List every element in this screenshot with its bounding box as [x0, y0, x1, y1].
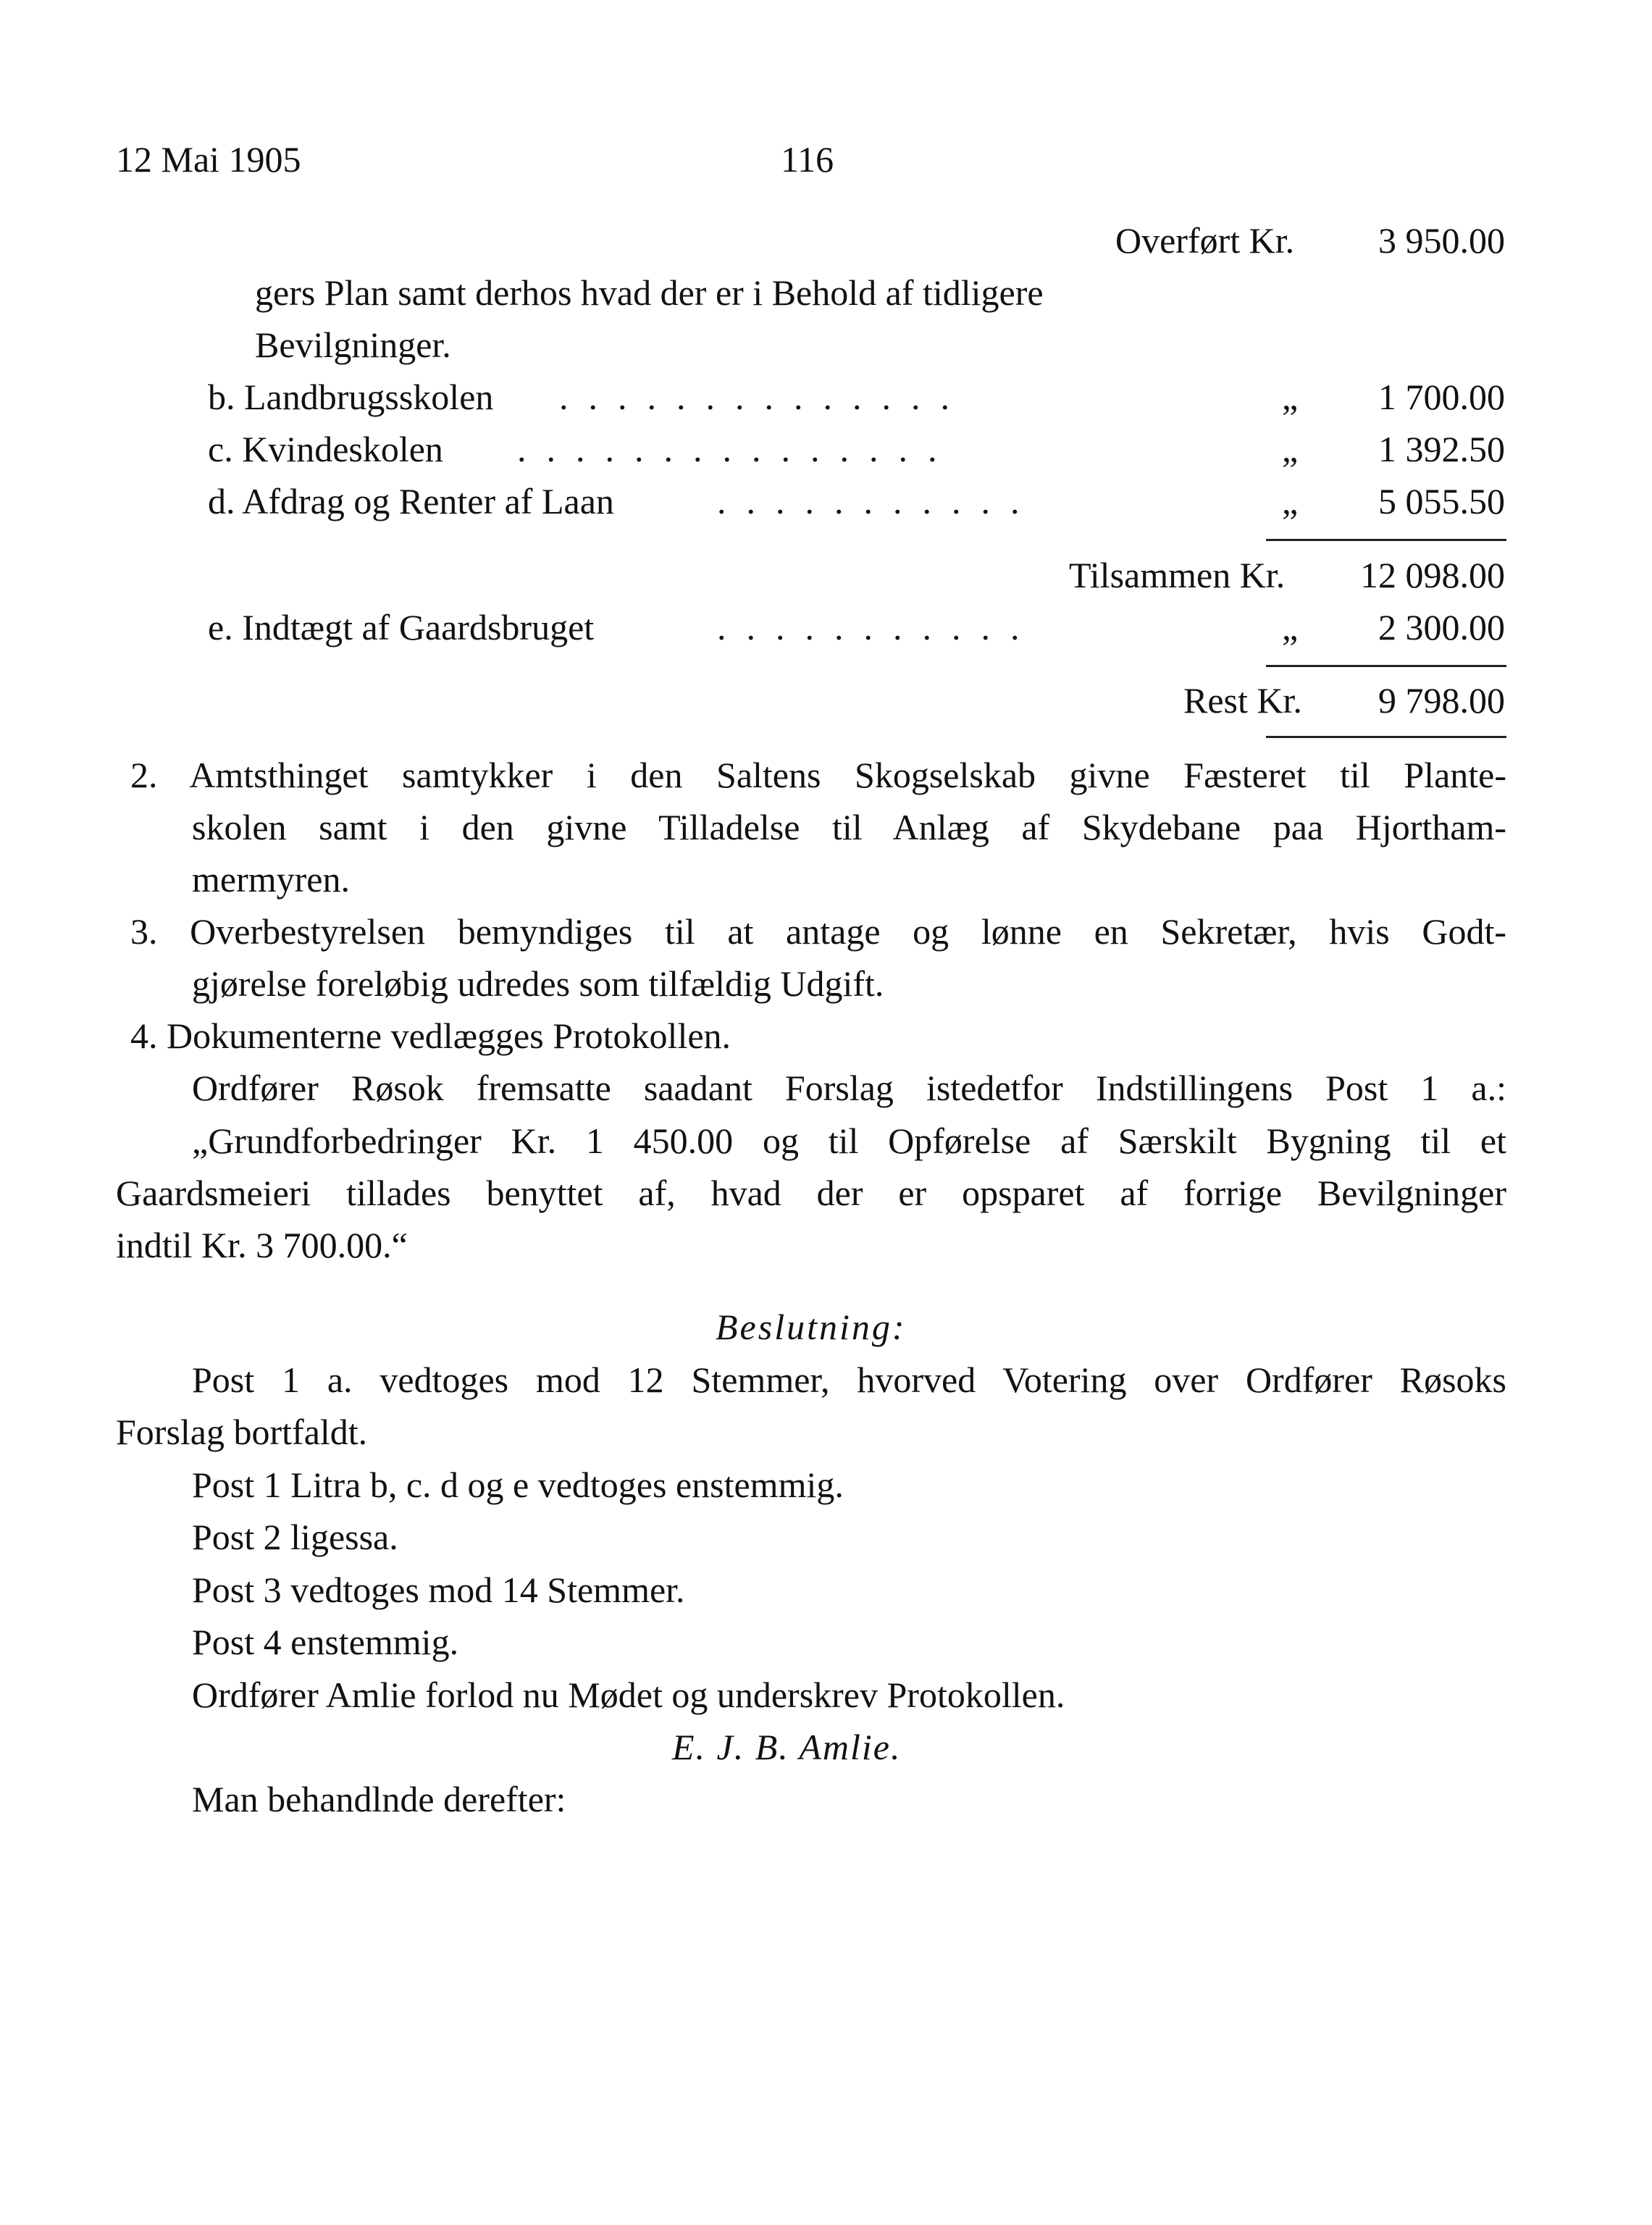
decision-heading: Beslutning:: [716, 1307, 907, 1347]
proposal-line-3: Gaardsmeieri tillades benyttet af, hvad der er opsparet af forrige Bevilgninger: [116, 1173, 1506, 1213]
item-d-quote: „: [1282, 481, 1299, 521]
proposal-line-1: Ordfører Røsok fremsatte saadant Forslag istedetfor Indstillingens Post 1 a.:: [192, 1068, 1506, 1108]
page-number: 116: [781, 139, 834, 180]
point-4-line-1: 4. Dokumenterne vedlægges Protokollen.: [130, 1015, 731, 1056]
proposal-line-4: indtil Kr. 3 700.00.“: [116, 1225, 408, 1265]
decision-line-8: Man behandlnde derefter:: [192, 1779, 566, 1819]
income-quote: „: [1282, 607, 1299, 648]
item-c-amount: 1 392.50: [1378, 429, 1505, 469]
total-label: Tilsammen Kr.: [1069, 555, 1286, 595]
item-b-label: b. Landbrugsskolen: [208, 377, 494, 417]
signature: E. J. B. Amlie.: [672, 1727, 902, 1767]
total-amount: 12 098.00: [1360, 555, 1505, 595]
proposal-line-2: „Grundforbedringer Kr. 1 450.00 og til Opførelse af Særskilt Bygning til et: [192, 1120, 1506, 1161]
item-c-quote: „: [1282, 429, 1299, 469]
rest-amount: 9 798.00: [1378, 680, 1505, 721]
item-c-dots: ...............: [517, 429, 957, 469]
subtotal-rule: [1266, 539, 1506, 541]
item-c-label: c. Kvindeskolen: [208, 429, 443, 469]
point-2-line-2: skolen samt i den givne Tilladelse til Anlæg af Skydebane paa Hjortham-: [192, 807, 1506, 847]
point-3-line-2: gjørelse foreløbig udredes som tilfældig Udgift.: [192, 963, 884, 1004]
decision-line-5: Post 3 vedtoges mod 14 Stemmer.: [192, 1570, 685, 1610]
point-2-line-3: mermyren.: [192, 859, 350, 900]
income-amount: 2 300.00: [1378, 607, 1505, 648]
decision-line-1: Post 1 a. vedtoges mod 12 Stemmer, hvorved Votering over Ordfører Røsoks: [192, 1359, 1506, 1400]
decision-line-3: Post 1 Litra b, c. d og e vedtoges enstemmig.: [192, 1465, 844, 1505]
item-d-dots: ...........: [717, 481, 1040, 521]
income-label: e. Indtægt af Gaardsbruget: [208, 607, 595, 648]
point-2-line-1: 2. Amtsthinget samtykker i den Saltens Skogselskab givne Fæsteret til Plante-: [130, 755, 1506, 795]
item-b-quote: „: [1282, 377, 1299, 417]
decision-line-7: Ordfører Amlie forlod nu Mødet og underskrev Protokollen.: [192, 1675, 1065, 1715]
carried-amount: 3 950.00: [1378, 220, 1505, 261]
rest-label: Rest Kr.: [1183, 680, 1302, 721]
item-d-amount: 5 055.50: [1378, 481, 1505, 521]
income-rule: [1266, 665, 1506, 667]
carried-label: Overført Kr.: [1115, 220, 1295, 261]
income-dots: ...........: [717, 607, 1040, 648]
page-date: 12 Mai 1905: [116, 139, 301, 180]
decision-line-6: Post 4 enstemmig.: [192, 1622, 459, 1662]
rest-rule: [1266, 736, 1506, 738]
item-d-label: d. Afdrag og Renter af Laan: [208, 481, 614, 521]
point-3-line-1: 3. Overbestyrelsen bemyndiges til at antage og lønne en Sekretær, hvis Godt-: [130, 911, 1506, 952]
plan-line-2: Bevilgninger.: [255, 324, 451, 365]
plan-line-1: gers Plan samt derhos hvad der er i Behold af tidligere: [255, 272, 1044, 313]
item-b-dots: ..............: [559, 377, 970, 417]
item-b-amount: 1 700.00: [1378, 377, 1505, 417]
decision-line-4: Post 2 ligessa.: [192, 1517, 398, 1557]
decision-line-2: Forslag bortfaldt.: [116, 1412, 368, 1452]
